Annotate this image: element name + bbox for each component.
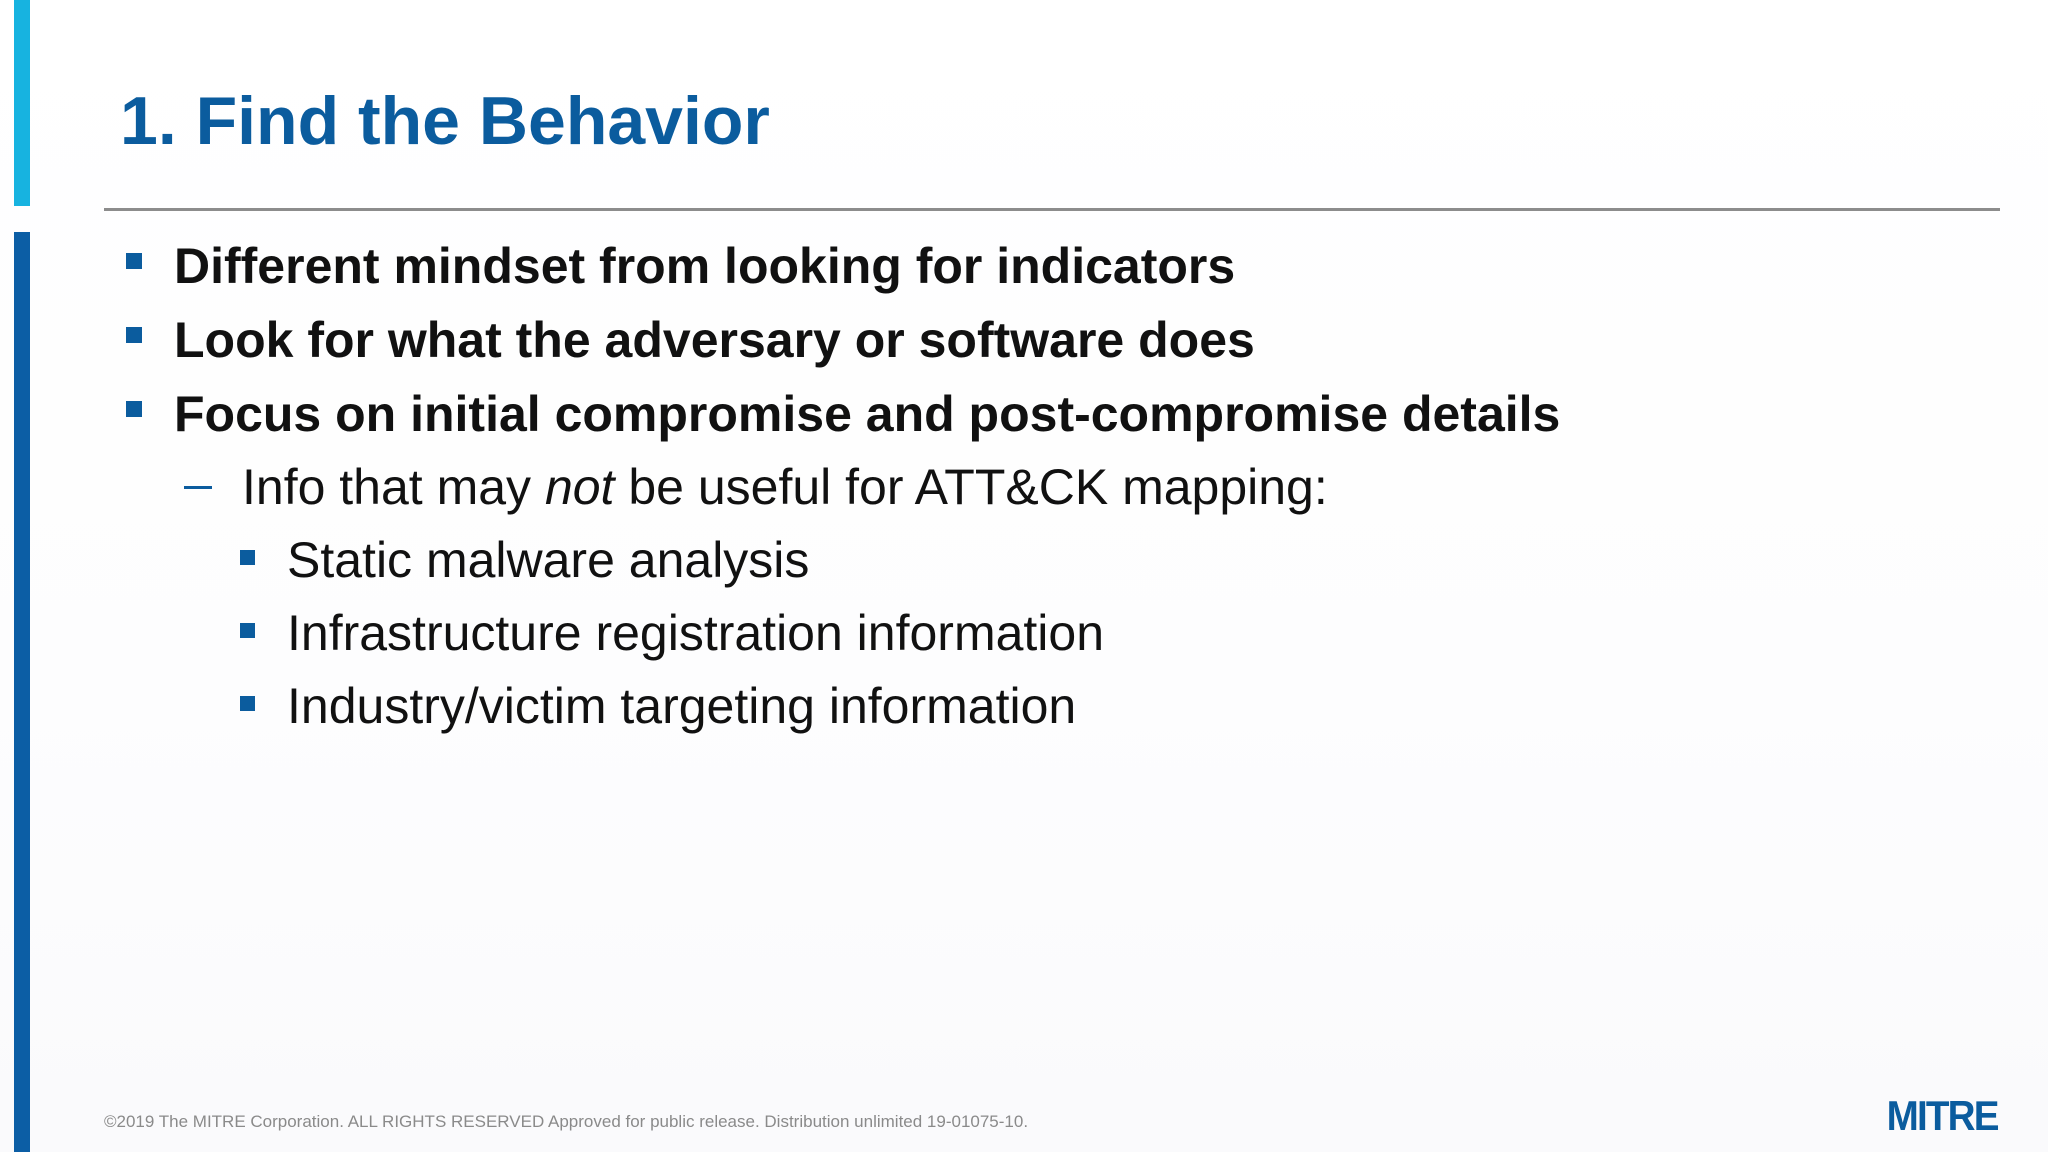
sub-bullet-text [242,458,1328,516]
sub-sub-bullet-text: Industry/victim targeting information [287,678,1077,734]
dash-bullet-icon [184,486,212,489]
square-bullet-icon [240,623,255,638]
sub-bullet-item [184,457,1328,517]
sub-sub-bullet-text: Infrastructure registration information [287,605,1105,661]
sub-bullet-text-before: Info that may [242,459,545,515]
sub-sub-bullet-item [240,676,1076,736]
square-bullet-icon [126,401,142,417]
sub-sub-bullet-item [240,530,809,590]
sub-sub-bullet-item [240,603,1104,663]
square-bullet-icon [240,696,255,711]
square-bullet-icon [240,550,255,565]
bullet-text: Different mindset from looking for indicators [174,238,1236,294]
bullet-item [126,384,1560,444]
mitre-logo: MITRE [1886,1092,1998,1139]
slide-title: 1. Find the Behavior [120,83,770,159]
bullet-item [126,310,1255,370]
bullet-text: Focus on initial compromise and post-compromise details [174,386,1561,442]
sub-sub-bullet-text: Static malware analysis [287,532,810,588]
sub-bullet-emphasis: not [544,459,615,515]
sub-bullet-text-after: be useful for ATT&CK mapping: [614,459,1328,515]
square-bullet-icon [126,327,142,343]
square-bullet-icon [126,253,142,269]
bullet-text: Look for what the adversary or software does [174,312,1255,368]
copyright-footer: ©2019 The MITRE Corporation. ALL RIGHTS RESERVED Approved for public release. Distribution unlimited 19-01075-10. [104,1112,1029,1131]
bullet-item [126,236,1235,296]
